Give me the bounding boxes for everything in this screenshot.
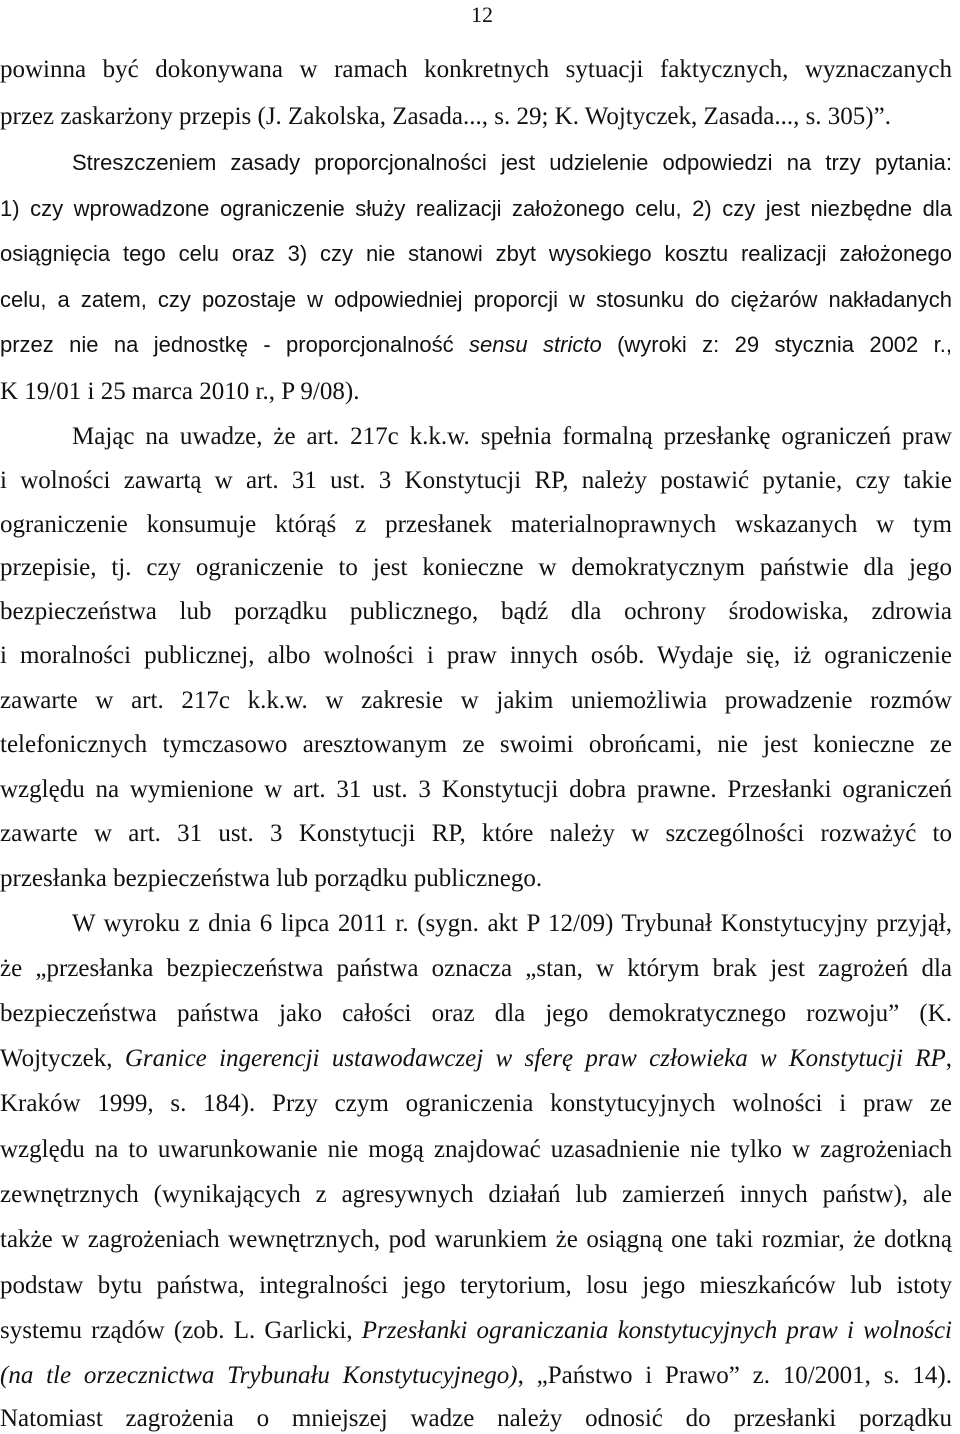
text-line: przez nie na jednostkę - proporcjonalność sensu stricto (wyroki z: 29 stycznia 2002 r.,: [0, 332, 952, 357]
text-line: systemu rządów (zob. L. Garlicki, Przesłanki ograniczania konstytucyjnych praw i wolności: [0, 1317, 952, 1344]
italic-text: (na tle orzecznictwa Trybunału Konstytucyjnego): [0, 1362, 518, 1389]
text-line: telefonicznych tymczasowo aresztowanym ze swoimi obrońcami, nie jest konieczne ze: [0, 731, 952, 758]
text-line: przesłanka bezpieczeństwa lub porządku publicznego.: [0, 865, 543, 892]
text-line: i moralności publicznej, albo wolności i praw innych osób. Wydaje się, iż ograniczenie: [0, 642, 952, 669]
text-line: ograniczenie konsumuje którąś z przesłanek materialnoprawnych wskazanych w tym: [0, 511, 952, 538]
text-line: także w zagrożeniach wewnętrznych, pod warunkiem że osiągną one taki rozmiar, że dotkną: [0, 1226, 952, 1253]
text-line: K 19/01 i 25 marca 2010 r., P 9/08).: [0, 378, 360, 405]
italic-text: sensu stricto: [468, 332, 602, 357]
text-line: powinna być dokonywana w ramach konkretnych sytuacji faktycznych, wyznaczanych: [0, 56, 952, 83]
text-line: celu, a zatem, czy pozostaje w odpowiedniej proporcji w stosunku do ciężarów nakładanych: [0, 287, 952, 312]
text-line: przepisie, tj. czy ograniczenie to jest konieczne w demokratycznym państwie dla jego: [0, 554, 952, 581]
text-line: bezpieczeństwa lub porządku publicznego, bądź dla ochrony środowiska, zdrowia: [0, 598, 952, 625]
text-line: zawarte w art. 217c k.k.w. w zakresie w jakim uniemożliwia prowadzenie rozmów: [0, 687, 952, 714]
text-line: (na tle orzecznictwa Trybunału Konstytucyjnego), „Państwo i Prawo” z. 10/2001, s. 14).: [0, 1362, 952, 1389]
text-line: podstaw bytu państwa, integralności jego terytorium, losu jego mieszkańców lub istoty: [0, 1272, 952, 1299]
text-line: zawarte w art. 31 ust. 3 Konstytucji RP, które należy w szczególności rozważyć to: [0, 820, 952, 847]
text-line: względu na to uwarunkowanie nie mogą znajdować uzasadnienie nie tylko w zagrożeniach: [0, 1136, 952, 1163]
text-line: 1) czy wprowadzone ograniczenie służy realizacji założonego celu, 2) czy jest niezbędne dla: [0, 196, 952, 221]
text-line: Kraków 1999, s. 184). Przy czym ograniczenia konstytucyjnych wolności i praw ze: [0, 1090, 952, 1117]
text-line: Mając na uwadze, że art. 217c k.k.w. spełnia formalną przesłankę ograniczeń praw: [72, 423, 952, 450]
text-line: Streszczeniem zasady proporcjonalności jest udzielenie odpowiedzi na trzy pytania:: [72, 150, 952, 175]
italic-text: Przesłanki ograniczania konstytucyjnych praw i wolności: [361, 1317, 952, 1344]
text-line: osiągnięcia tego celu oraz 3) czy nie stanowi zbyt wysokiego kosztu realizacji założonego: [0, 241, 952, 266]
text-line: przez zaskarżony przepis (J. Zakolska, Zasada..., s. 29; K. Wojtyczek, Zasada..., s. 305)”.: [0, 103, 891, 130]
italic-text: Granice ingerencji ustawodawczej w sferę praw człowieka w Konstytucji RP: [124, 1045, 946, 1072]
text-line: zewnętrznych (wynikających z agresywnych działań lub zamierzeń innych państw), ale: [0, 1181, 952, 1208]
text-line: bezpieczeństwa państwa jako całości oraz dla jego demokratycznego rozwoju” (K.: [0, 1000, 952, 1027]
text-line: Natomiast zagrożenia o mniejszej wadze należy odnosić do przesłanki porządku: [0, 1405, 952, 1432]
text-line: i wolności zawartą w art. 31 ust. 3 Konstytucji RP, należy postawić pytanie, czy takie: [0, 467, 952, 494]
text-line: W wyroku z dnia 6 lipca 2011 r. (sygn. akt P 12/09) Trybunał Konstytucyjny przyjął,: [72, 910, 952, 937]
text-line: względu na wymienione w art. 31 ust. 3 Konstytucji dobra prawne. Przesłanki ograniczeń: [0, 776, 952, 803]
text-line: że „przesłanka bezpieczeństwa państwa oznacza „stan, w którym brak jest zagrożeń dla: [0, 955, 952, 982]
page-number: 12: [471, 2, 493, 27]
text-line: Wojtyczek, Granice ingerencji ustawodawczej w sferę praw człowieka w Konstytucji RP,: [0, 1045, 952, 1072]
